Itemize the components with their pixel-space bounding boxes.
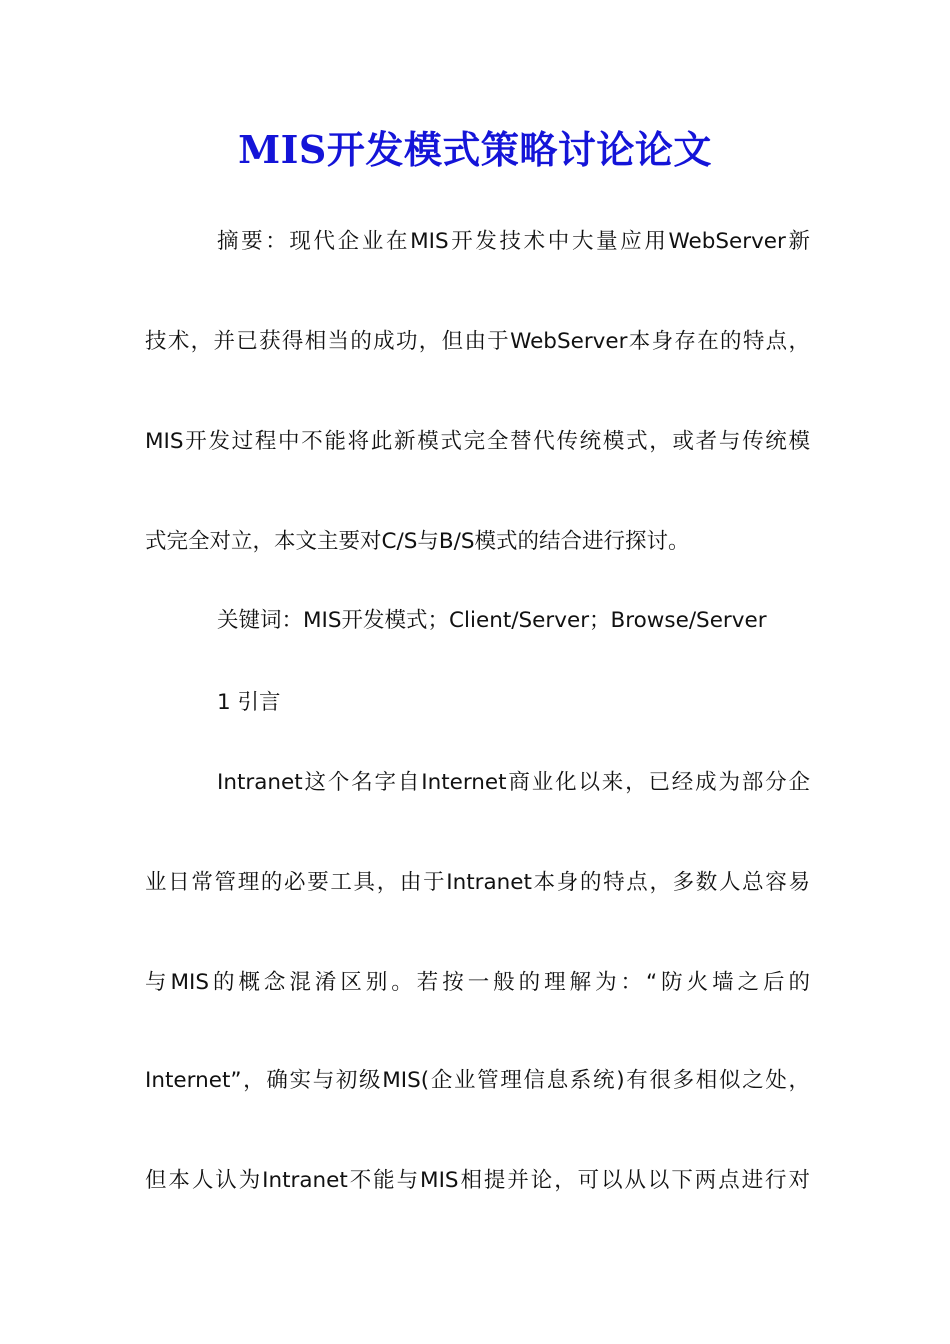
- body-line-4: Internet”，确实与初级MIS(企业管理信息系统)有很多相似之处，: [145, 1068, 810, 1093]
- abstract-line-2: 技术，并已获得相当的成功，但由于WebServer本身存在的特点，: [145, 329, 810, 354]
- document-title: MIS开发模式策略讨论论文: [238, 127, 712, 172]
- section-heading: 1 引言: [217, 690, 281, 715]
- abstract-line-1: 摘要：现代企业在MIS开发技术中大量应用WebServer新: [217, 229, 810, 254]
- keywords-line: 关键词：MIS开发模式；Client/Server；Browse/Server: [217, 608, 767, 633]
- body-line-3: 与MIS的概念混淆区别。若按一般的理解为：“防火墙之后的: [145, 970, 810, 995]
- abstract-line-3: MIS开发过程中不能将此新模式完全替代传统模式，或者与传统模: [145, 429, 810, 454]
- body-line-1: Intranet这个名字自Internet商业化以来，已经成为部分企: [217, 770, 810, 795]
- body-line-5: 但本人认为Intranet不能与MIS相提并论，可以从以下两点进行对: [145, 1168, 810, 1193]
- abstract-line-4: 式完全对立，本文主要对C/S与B/S模式的结合进行探讨。: [145, 529, 690, 554]
- body-line-2: 业日常管理的必要工具，由于Intranet本身的特点，多数人总容易: [145, 870, 810, 895]
